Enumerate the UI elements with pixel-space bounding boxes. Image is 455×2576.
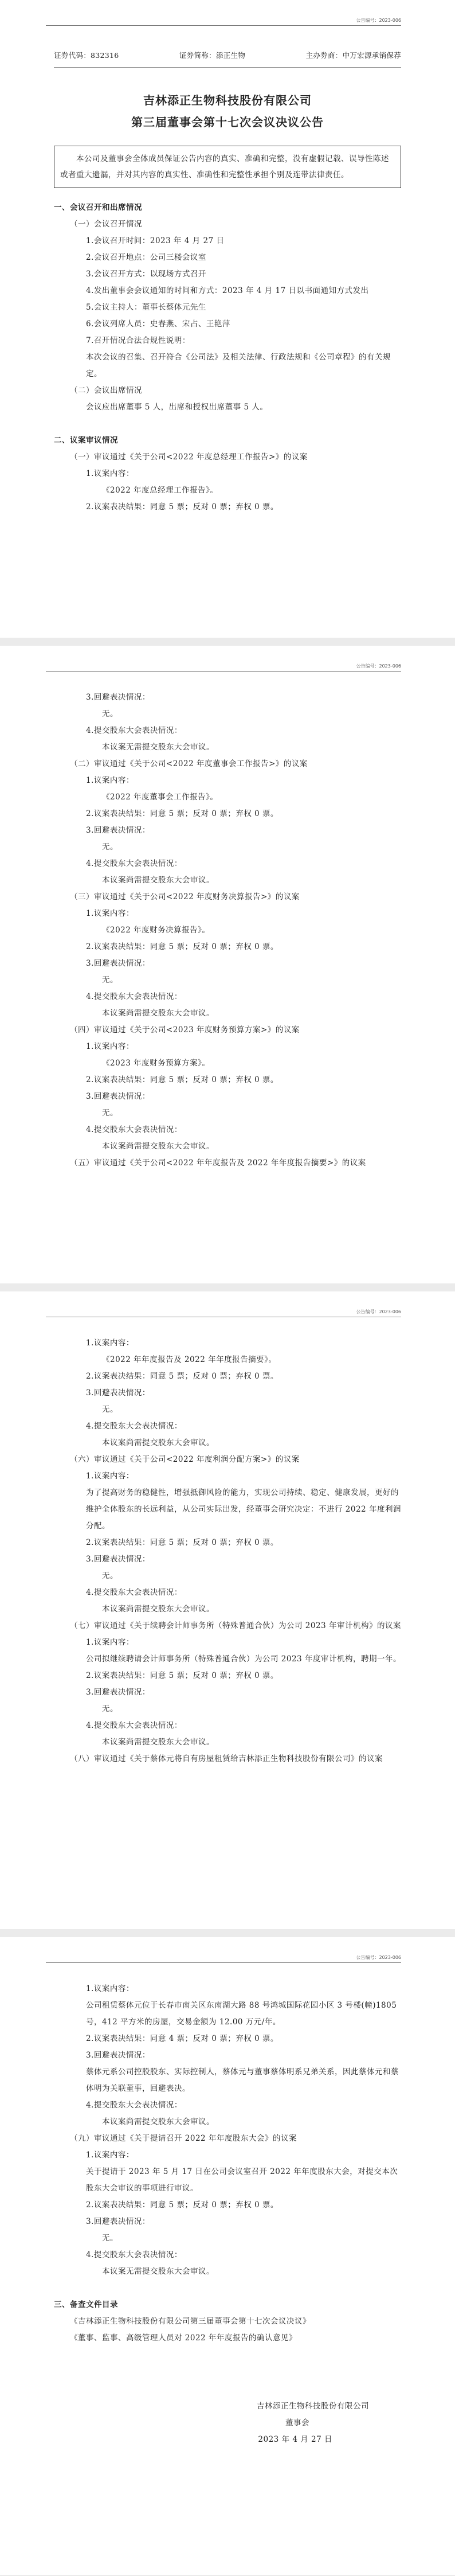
- document-page-1: [0, 0, 455, 638]
- signature-spacer: [54, 2347, 401, 2398]
- paragraph-line: 2.议案表决结果：同意 5 票；反对 0 票；弃权 0 票。: [86, 502, 279, 512]
- page-body: [54, 689, 401, 1172]
- paragraph-line: 3.回避表决情况：: [86, 2217, 150, 2226]
- signature-company: 吉林添正生物科技股份有限公司: [257, 2402, 369, 2411]
- paragraph-line: 1.议案内容：: [86, 2150, 134, 2160]
- announcement-number: 2023-006: [379, 1309, 401, 1314]
- paragraph-line: 3.回避表决情况：: [86, 959, 150, 968]
- paragraph-line: （四）审议通过《关于公司<2023 年度财务预算方案>》的议案: [70, 1025, 300, 1035]
- sponsor-broker: 主办券商：中万宏源承销保荐: [305, 51, 401, 60]
- paragraph-line: 3.回避表决情况：: [86, 826, 150, 835]
- paragraph-line: 3.回避表决情况：: [86, 693, 150, 702]
- company-name-title: 吉林添正生物科技股份有限公司: [143, 93, 312, 107]
- paragraph-line: 4.提交股东大会表决情况：: [86, 726, 182, 735]
- document-page-3: [0, 1291, 455, 1929]
- paragraph-line: 无。: [102, 1704, 118, 1714]
- page-content: [54, 44, 401, 516]
- paragraph-line: 4.提交股东大会表决情况：: [86, 2250, 182, 2259]
- paragraph-line: 《2022 年度财务决算报告》。: [102, 926, 210, 935]
- paragraph-line: [54, 416, 401, 432]
- stock-code: 证券代码：832316: [54, 51, 119, 60]
- page-body: [54, 1335, 401, 1767]
- paragraph-line: 二、议案审议情况: [54, 436, 118, 445]
- paragraph-line: 4.提交股东大会表决情况：: [86, 1721, 182, 1730]
- paragraph-line: （一）会议召开情况: [70, 220, 142, 229]
- paragraph-line: 无。: [102, 842, 118, 852]
- paragraph-line: 本议案尚需提交股东大会审议。: [102, 876, 214, 885]
- paragraph-line: （二）会议出席情况: [70, 386, 142, 395]
- paragraph-line: 《2023 年度财务预算方案》。: [102, 1059, 210, 1068]
- paragraph-line: 无。: [102, 1109, 118, 1118]
- paragraph-line: 1.议案内容：: [86, 776, 134, 785]
- page-header: [46, 1954, 401, 1963]
- paragraph-line: 4.提交股东大会表决情况：: [86, 1422, 182, 1431]
- document-page-4: [0, 1937, 455, 2575]
- stock-short-name: 证券简称：添正生物: [179, 51, 246, 60]
- paragraph-line: 1.议案内容：: [86, 1338, 134, 1348]
- paragraph-line: （五）审议通过《关于公司<2022 年年度报告及 2022 年年度报告摘要>》的议案: [70, 1158, 366, 1168]
- announcement-number: 2023-006: [379, 18, 401, 23]
- paragraph-line: 本议案无需提交股东大会审议。: [102, 2267, 214, 2276]
- paragraph-line: 会议应出席董事 5 人，出席和授权出席董事 5 人。: [86, 403, 268, 412]
- paragraph-line: 无。: [102, 2234, 118, 2243]
- paragraph-line: 3.回避表决情况：: [86, 1092, 150, 1101]
- paragraph-line: 3.回避表决情况：: [86, 1688, 150, 1697]
- paragraph-line: 本议案尚需提交股东大会审议。: [102, 2117, 214, 2126]
- paragraph-line: 4.提交股东大会表决情况：: [86, 1125, 182, 1134]
- page-body: [54, 1981, 401, 2347]
- paragraph-line: 《2022 年年度报告及 2022 年年度报告摘要》。: [102, 1355, 277, 1364]
- paragraph-line: （九）审议通过《关于提请召开 2022 年年度股东大会》的议案: [70, 2134, 297, 2143]
- paragraph-line: 《吉林添正生物科技股份有限公司第三届董事会第十七次会议决议》: [70, 2317, 311, 2326]
- paragraph-line: 公司拟继续聘请会计师事务所（特殊普通合伙）为公司 2023 年度审计机构，聘期一年。: [86, 1654, 401, 1664]
- paragraph-line: 无。: [102, 975, 118, 985]
- paragraph-line: （六）审议通过《关于公司<2022 年度利润分配方案>》的议案: [70, 1455, 300, 1464]
- paragraph-line: 4.提交股东大会表决情况：: [86, 2101, 182, 2110]
- paragraph-line: 2.议案表决结果：同意 5 票；反对 0 票；弃权 0 票。: [86, 1372, 279, 1381]
- paragraph-line: 1.议案内容：: [86, 1042, 134, 1051]
- page-header: [46, 17, 401, 26]
- paragraph-line: 《董事、监事、高级管理人员对 2022 年年度报告的确认意见》: [70, 2333, 297, 2343]
- paragraph-line: 蔡体元系公司控股股东、实际控制人，蔡体元与董事蔡体明系兄弟关系，因此蔡体元和蔡体明为关联董事，回避表决。: [86, 2067, 399, 2093]
- announcement-number-label: 公告编号：: [356, 1309, 379, 1314]
- paragraph-line: 《2022 年度董事会工作报告》。: [102, 793, 218, 802]
- announcement-title: 第三届董事会第十七次会议决议公告: [131, 115, 324, 129]
- paragraph-line: 2.会议召开地点：公司三楼会议室: [86, 253, 206, 262]
- paragraph-line: 本议案无需提交股东大会审议。: [102, 743, 214, 752]
- paragraph-line: 4.提交股东大会表决情况：: [86, 1588, 182, 1597]
- announcement-number: 2023-006: [379, 663, 401, 669]
- paragraph-line: 无。: [102, 1405, 118, 1414]
- paragraph-line: 2.议案表决结果：同意 5 票；反对 0 票；弃权 0 票。: [86, 2200, 279, 2210]
- announcement-number-label: 公告编号：: [356, 18, 379, 23]
- paragraph-line: 无。: [102, 709, 118, 719]
- paragraph-line: 2.议案表决结果：同意 5 票；反对 0 票；弃权 0 票。: [86, 1671, 279, 1680]
- paragraph-line: 1.议案内容：: [86, 1984, 134, 1993]
- paragraph-line: 5.会议主持人：董事长蔡体元先生: [86, 303, 206, 312]
- paragraph-line: 6.会议列席人员：史春燕、宋占、王艳萍: [86, 319, 230, 329]
- paragraph-line: 本议案尚需提交股东大会审议。: [102, 1438, 214, 1447]
- paragraph-line: 关于提请于 2023 年 5 月 17 日在公司会议室召开 2022 年年度股东大会，对提交本次股东大会审议的事项进行审议。: [86, 2167, 398, 2193]
- paragraph-line: 2.议案表决结果：同意 4 票；反对 0 票；弃权 0 票。: [86, 2034, 279, 2043]
- securities-info-bar: [54, 44, 401, 68]
- paragraph-line: （八）审议通过《关于蔡体元将自有房屋租赁给吉林添正生物科技股份有限公司》的议案: [70, 1754, 383, 1763]
- paragraph-line: 1.议案内容：: [86, 1472, 134, 1481]
- paragraph-line: 《2022 年度总经理工作报告》。: [102, 486, 218, 495]
- paragraph-line: 本议案尚需提交股东大会审议。: [102, 1142, 214, 1151]
- paragraph-line: 三、备查文件目录: [54, 2300, 118, 2309]
- paragraph-line: [54, 2280, 401, 2297]
- paragraph-line: 2.议案表决结果：同意 5 票；反对 0 票；弃权 0 票。: [86, 809, 279, 818]
- paragraph-line: 无。: [102, 1571, 118, 1580]
- announcement-number: 2023-006: [379, 1955, 401, 1960]
- disclaimer-notice-box: 本公司及董事会全体成员保证公告内容的真实、准确和完整，没有虚假记载、误导性陈述或者重大遗漏，并对其内容的真实性、准确性和完整性承担个别及连带法律责任。: [54, 146, 401, 188]
- paragraph-line: 本次会议的召集、召开符合《公司法》及相关法律、行政法规和《公司章程》的有关规定。: [86, 353, 391, 378]
- page-content: [54, 1981, 401, 2448]
- paragraph-line: 4.提交股东大会表决情况：: [86, 992, 182, 1001]
- document-page-2: [0, 646, 455, 1283]
- page-content: [54, 1335, 401, 1767]
- paragraph-line: 1.议案内容：: [86, 469, 134, 478]
- paragraph-line: 1.会议召开时间：2023 年 4 月 27 日: [86, 236, 225, 245]
- paragraph-line: 2.议案表决结果：同意 5 票；反对 0 票；弃权 0 票。: [86, 1538, 279, 1547]
- paragraph-line: 2.议案表决结果：同意 5 票；反对 0 票；弃权 0 票。: [86, 1075, 279, 1084]
- paragraph-line: 4.提交股东大会表决情况：: [86, 859, 182, 868]
- paragraph-line: 1.议案内容：: [86, 909, 134, 918]
- paragraph-line: 公司租赁蔡体元位于长春市南关区东南湖大路 88 号鸿城国际花园小区 3 号楼(幢)1805 号，412 平方米的房屋，交易金额为 12.00 万元/年。: [86, 2001, 397, 2027]
- paragraph-line: （七）审议通过《关于续聘会计师事务所（特殊普通合伙）为公司 2023 年审计机构》的议案: [70, 1621, 401, 1630]
- paragraph-line: 本议案尚需提交股东大会审议。: [102, 1009, 214, 1018]
- paragraph-line: （一）审议通过《关于公司<2022 年度总经理工作报告>》的议案: [70, 452, 308, 462]
- page-body: [54, 200, 401, 516]
- paragraph-line: 本议案尚需提交股东大会审议。: [102, 1738, 214, 1747]
- paragraph-line: 7.召开情况合法合规性说明：: [86, 336, 190, 345]
- signature-board: 董事会: [285, 2418, 309, 2427]
- paragraph-line: 2.议案表决结果：同意 5 票；反对 0 票；弃权 0 票。: [86, 942, 279, 951]
- paragraph-line: 为了提高财务的稳健性，增强抵御风险的能力，实现公司持续、稳定、健康发展，更好的维护全体股东的长远利益，从公司实际出发，经董事会研究决定：不进行 2022 年度利润分配。: [86, 1488, 401, 1531]
- paragraph-line: 一、会议召开和出席情况: [54, 203, 142, 212]
- page-header: [46, 663, 401, 672]
- paragraph-line: 3.会议召开方式：以现场方式召开: [86, 270, 206, 279]
- announcement-number-label: 公告编号：: [356, 1955, 379, 1960]
- paragraph-line: 1.议案内容：: [86, 1638, 134, 1647]
- paragraph-line: 4.发出董事会会议通知的时间和方式：2023 年 4 月 17 日以书面通知方式发出: [86, 286, 369, 295]
- page-content: [54, 689, 401, 1172]
- paragraph-line: （二）审议通过《关于公司<2022 年度董事会工作报告>》的议案: [70, 759, 308, 768]
- paragraph-line: 3.回避表决情况：: [86, 1388, 150, 1398]
- paragraph-line: （三）审议通过《关于公司<2022 年度财务决算报告>》的议案: [70, 892, 300, 901]
- paragraph-line: 3.回避表决情况：: [86, 2051, 150, 2060]
- announcement-number-label: 公告编号：: [356, 663, 379, 669]
- paragraph-line: 3.回避表决情况：: [86, 1555, 150, 1564]
- signature-date: 2023 年 4 月 27 日: [258, 2435, 332, 2444]
- page-header: [46, 1309, 401, 1317]
- paragraph-line: 本议案尚需提交股东大会审议。: [102, 1605, 214, 1614]
